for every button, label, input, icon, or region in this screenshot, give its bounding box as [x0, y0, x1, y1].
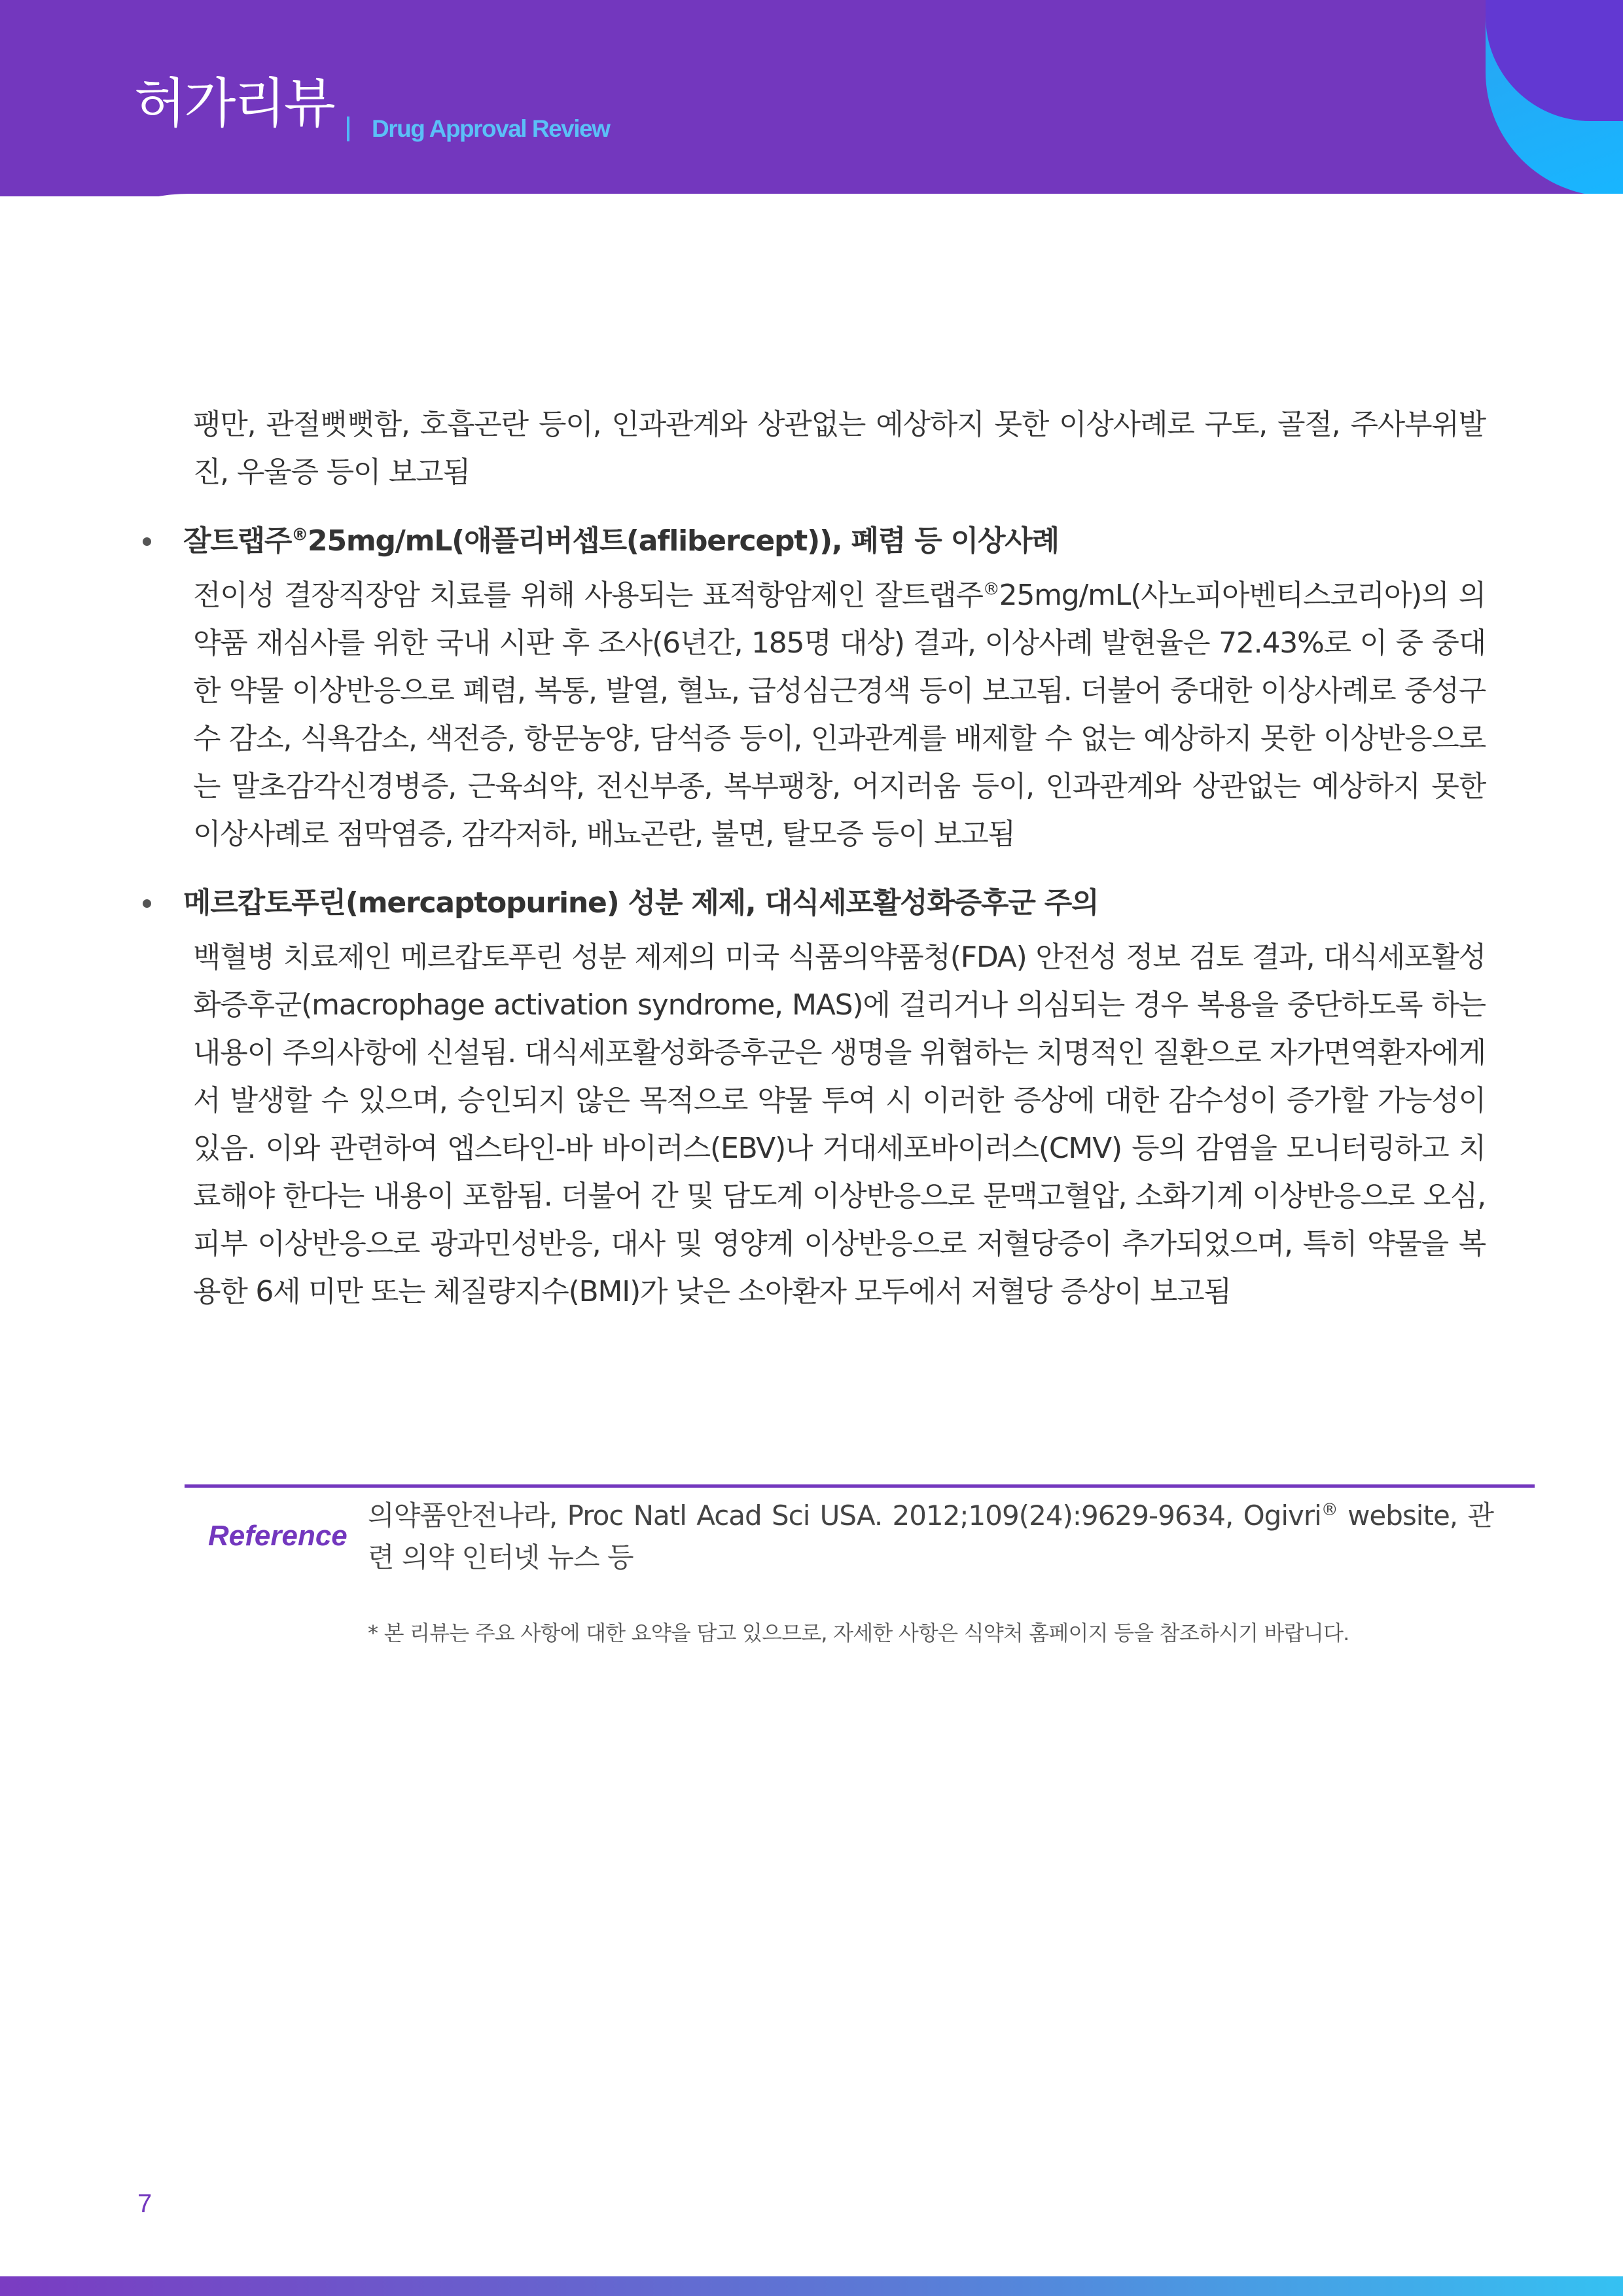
page-number: 7 [137, 2189, 152, 2218]
item-heading [183, 517, 1486, 565]
footer-band [0, 2276, 1623, 2296]
review-item [137, 517, 1486, 858]
reference-text-part: website, 관련 의약 인터넷 뉴스 등 [368, 1499, 1493, 1573]
registered-mark: ® [291, 525, 308, 545]
reference-label: Reference [208, 1520, 348, 1552]
bullet-icon [143, 537, 151, 546]
item-body [193, 571, 1486, 858]
reference-text-part: 의약품안전나라, Proc Natl Acad Sci USA. 2012;109(24):9629-9634, Ogivri [368, 1499, 1321, 1532]
reference-divider [185, 1484, 1535, 1488]
bullet-icon [143, 899, 151, 908]
main-content [137, 401, 1486, 1316]
reference-text [368, 1495, 1493, 1579]
review-item [137, 879, 1486, 1316]
continued-paragraph: 팽만, 관절뻣뻣함, 호흡곤란 등이, 인과관계와 상관없는 예상하지 못한 이상사례로 구토, 골절, 주사부위발진, 우울증 등이 보고됨 [193, 408, 1486, 489]
item-body: 백혈병 치료제인 메르캅토푸린 성분 제제의 미국 식품의약품청(FDA) 안전성 정보 검토 결과, 대식세포활성화증후군(macrophage activation syndrome, MAS)에 걸리거나 의심되는 경우 복용을 중단하도록 하는 내용이 주의사항에 신설됨. 대식세포활성화증후군은 생명을 위협하는 치명적인 질환으로 자가면역환자에게서 발생할 수 있으며, 승인되지 않은 목적으로 약물 투여 시 이러한 증상에 대한 감수성이 증가할 가능성이 있음. 이와 관련하여 엡스타인-바 바이러스(EBV)나 거대세포바이러스(CMV) 등의 감염을 모니터링하고 치료해야 한다는 내용이 포함됨. 더불어 간 및 담도계 이상반응으로 문맥고혈압, 소화기계 이상반응으로 오심, 피부 이상반응으로 광과민성반응, 대사 및 영양계 이상반응으로 저혈당증이 추가되었으며, 특히 약물을 복용한 6세 미만 또는 체질량지수(BMI)가 낮은 소아환자 모두에서 저혈당 증상이 보고됨 [193, 941, 1486, 1308]
heading-text-part: 25mg/mL(애플리버셉트(aflibercept)), 폐렴 등 이상사례 [308, 524, 1059, 558]
heading-text-part: 잘트랩주 [183, 524, 292, 558]
page-title: 허가리뷰 [134, 73, 334, 135]
registered-mark: ® [982, 579, 999, 600]
body-text-part: 25mg/mL(사노피아벤티스코리아)의 의약품 재심사를 위한 국내 시판 후 조사(6년간, 185명 대상) 결과, 이상사례 발현율은 72.43%로 이 중 중대한 약물 이상반응으로 폐렴, 복통, 발열, 혈뇨, 급성심근경색 등이 보고됨. 더불어 중대한 이상사례로 중성구 수 감소, 식욕감소, 색전증, 항문농양, 담석증 등이, 인과관계를 배제할 수 없는 예상하지 못한 이상반응으로는 말초감각신경병증, 근육쇠약, 전신부종, 복부팽창, 어지러움 등이, 인과관계와 상관없는 예상하지 못한 이상사례로 점막염증, 감각저하, 배뇨곤란, 불면, 탈모증 등이 보고됨 [193, 579, 1486, 851]
heading-text: 메르캅토푸린(mercaptopurine) 성분 제제, 대식세포활성화증후군 주의 [183, 886, 1099, 920]
registered-mark: ® [1321, 1500, 1338, 1520]
item-heading [183, 879, 1486, 927]
page-subtitle: Drug Approval Review [372, 115, 610, 142]
body-text-part: 전이성 결장직장암 치료를 위해 사용되는 표적항암제인 잘트랩주 [193, 579, 983, 612]
footnote: * 본 리뷰는 주요 사항에 대한 요약을 담고 있으므로, 자세한 사항은 식약처 홈페이지 등을 참조하시기 바랍니다. [368, 1621, 1349, 1645]
header-divider [347, 117, 349, 141]
